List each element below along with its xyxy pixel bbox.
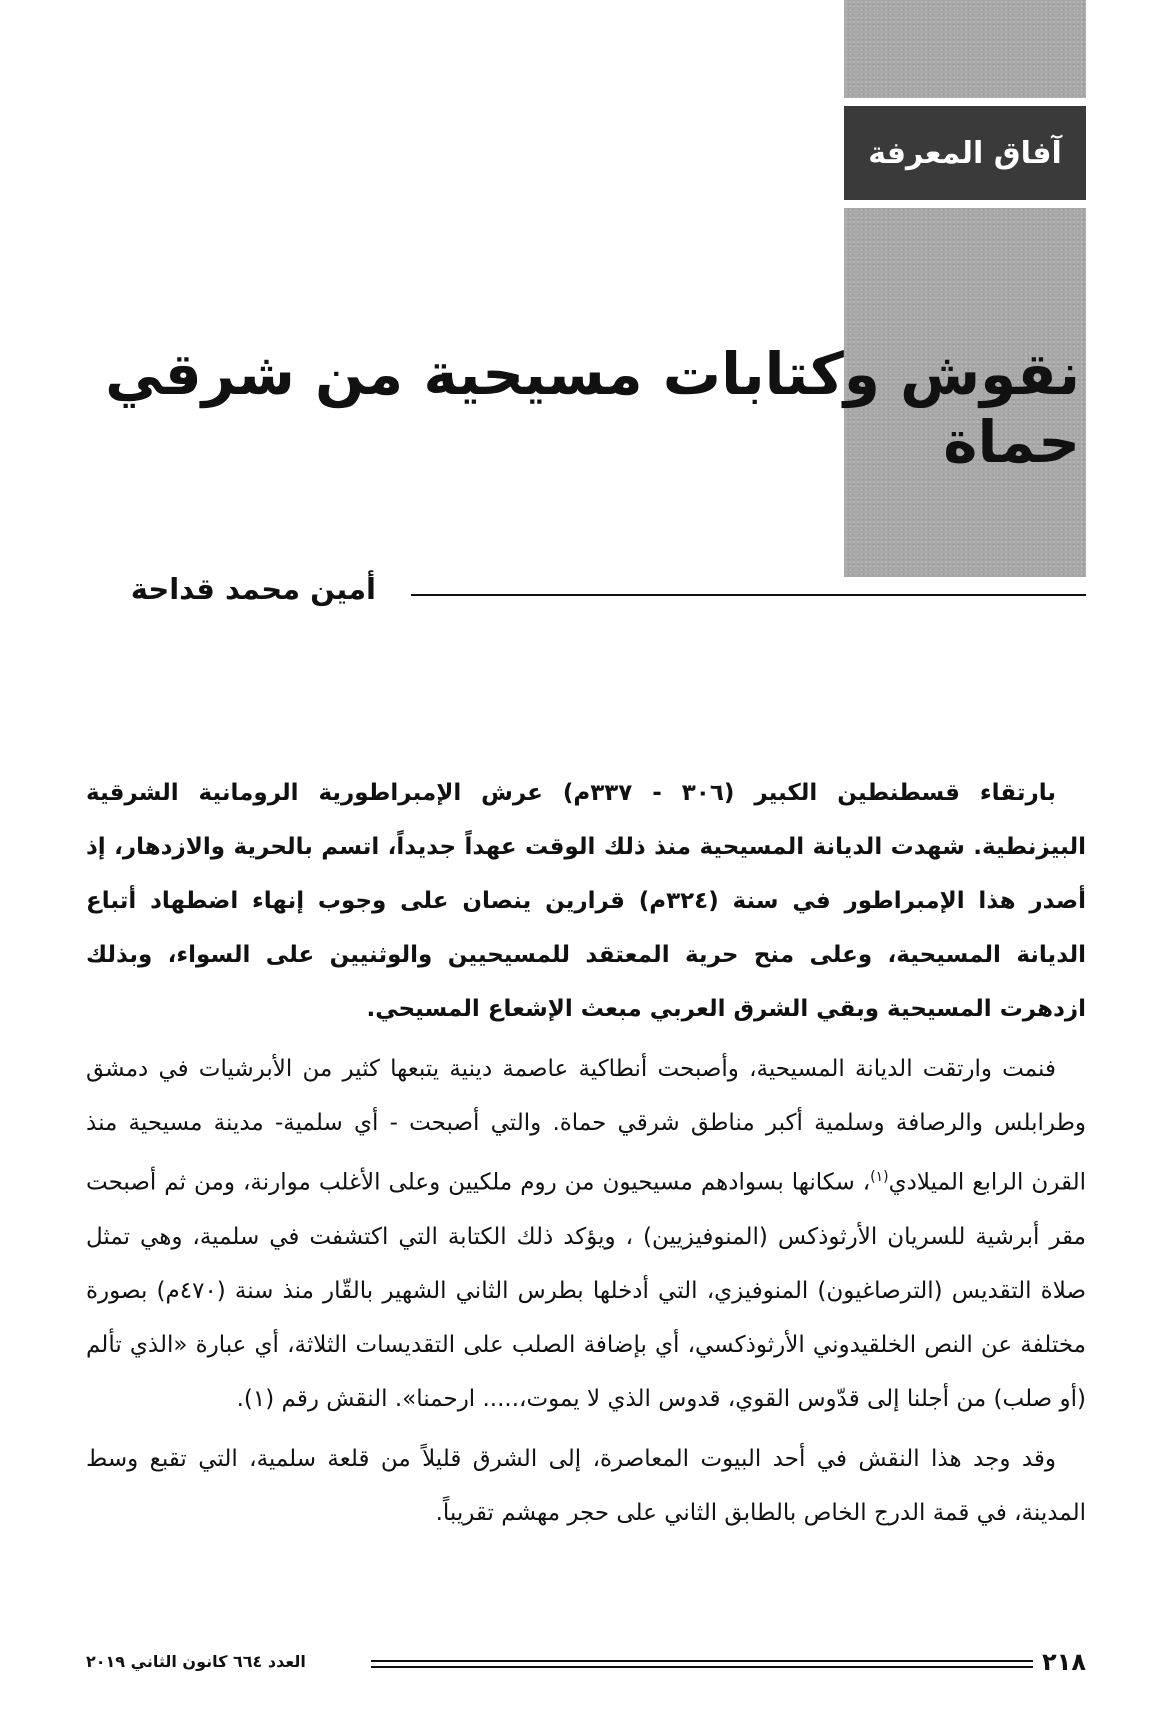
author-row [86,572,1086,622]
footnote-marker: (١) [870,1169,889,1185]
author-name: أمين محمد قداحة [130,572,376,606]
article-body [86,766,1086,1540]
article-title: نقوش وكتابات مسيحية من شرقي حماة [105,340,1080,476]
author-divider [411,594,1086,596]
paragraph-3: وقد وجد هذا النقش في أحد البيوت المعاصرة، إلى الشرق قليلاً من قلعة سلمية، التي تقبع وسط المدينة، في قمة الدرج الخاص بالطابق الثاني على حجر مهشم تقريباً. [86,1445,1086,1526]
page-footer [86,1648,1086,1682]
issue-info: العدد ٦٦٤ كانون الثاني ٢٠١٩ [86,1652,306,1671]
paragraph-2-text-a: فنمت وارتقت الديانة المسيحية، وأصبحت أنطاكية عاصمة دينية يتبعها كثير من الأبرشيات في دمشق وطرابلس والرصافة وسلمية أكبر مناطق شرقي حماة. والتي أصبحت - أي سلمية- مدينة مسيحية منذ القرن الرابع الميلادي [86,1056,1086,1196]
decorative-gray-block [844,0,1086,577]
paragraph-1: بارتقاء قسطنطين الكبير (٣٠٦ - ٣٣٧م) عرش الإمبراطورية الرومانية الشرقية البيزنطية. شهدت الديانة المسيحية منذ ذلك الوقت عهداً جديداً، اتسم بالحرية والازدهار، إذ أصدر هذا الإمبراطور في سنة (٣٢٤م) قرارين ينصان على وجوب إنهاء اضطهاد أتباع الديانة المسيحية، وعلى منح حرية المعتقد للمسيحيين والوثنيين على السواء، وبذلك ازدهرت المسيحية وبقي الشرق العربي مبعث الإشعاع المسيحي. [86,780,1086,1022]
paragraph-2-text-b: ، سكانها بسوادهم مسيحيون من روم ملكيين وعلى الأغلب موارنة، ومن ثم أصبحت مقر أبرشية للسريان الأرثوذكس (المنوفيزيين) ، ويؤكد ذلك الكتابة التي اكتشفت في سلمية، وهي تمثل صلاة التقديس (الترصاغيون) المنوفيزي، التي أدخلها بطرس الثاني الشهير بالقّار منذ سنة (٤٧٠م) بصورة مختلفة عن النص الخلقيدوني الأرثوذكسي، أي بإضافة الصلب على التقديسات الثلاثة، أي عبارة «الذي تألم (أو صلب) من أجلنا إلى قدّوس القوي، قدوس الذي لا يموت،..... ارحمنا». النقش رقم (١). [86,1169,1086,1412]
page-number: ٢١٨ [1042,1648,1086,1676]
footer-rule-bottom [371,1666,1033,1668]
paragraph-2 [86,1042,1086,1426]
section-header [844,98,1086,208]
footer-rule-top [371,1660,1033,1662]
section-label: آفاق المعرفة [868,135,1062,171]
